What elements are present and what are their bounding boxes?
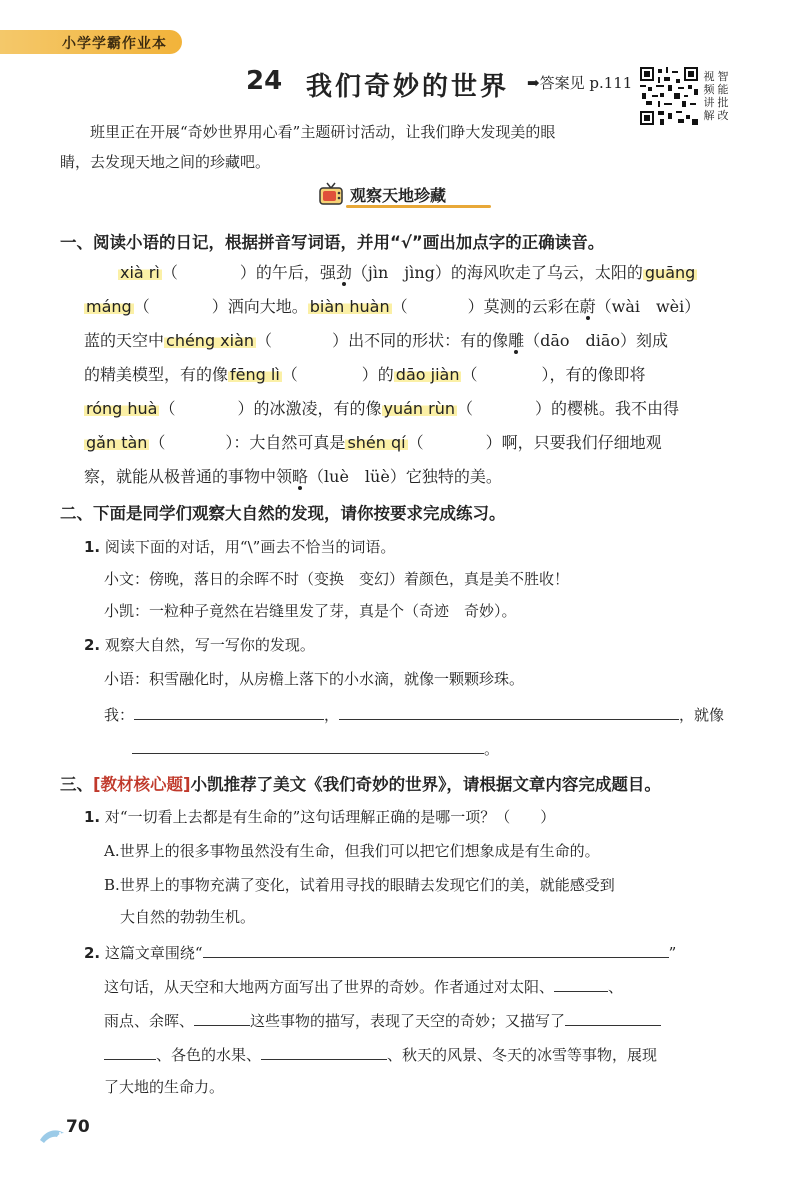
q1-line-1: [118, 260, 697, 283]
sub-number: 2.: [84, 944, 101, 962]
diary-text: ）的樱桃。我不由得: [535, 399, 680, 418]
q1-line-6: [84, 430, 662, 453]
sub-text: 对“一切看上去都是有生命的”这句话理解正确的是哪一项？（ ）: [104, 808, 556, 826]
q3-heading-row: [60, 771, 661, 795]
dotted-char: 略: [292, 467, 309, 486]
pinyin: fēng lì: [230, 365, 280, 384]
diary-text: （dāo diāo）刻成: [524, 331, 669, 350]
q3-sub-2: [84, 940, 676, 963]
paren-open: （: [281, 365, 298, 384]
sub-number: 1.: [84, 808, 101, 826]
q2-sub-2: [84, 634, 315, 655]
pinyin: chéng xiàn: [166, 331, 255, 350]
paren-open: （: [407, 433, 424, 452]
q3-sub-2-line-3: [104, 1008, 661, 1031]
dolphin-icon: [38, 1124, 68, 1146]
q2-answer-line-1: [104, 702, 724, 725]
q3-sub-2-line-4: [104, 1042, 657, 1065]
writing-blank[interactable]: [104, 1042, 156, 1060]
writing-blank[interactable]: [565, 1008, 661, 1026]
pinyin: dāo jiàn: [395, 365, 460, 384]
pinyin: róng huà: [86, 399, 158, 418]
tv-icon: [318, 181, 344, 207]
q3-option-b[interactable]: B.世界上的事物充满了变化，试着用寻找的眼睛去发现它们的美，就能感受到: [104, 876, 615, 894]
dotted-char: 劲: [335, 263, 352, 282]
q3-prefix: 三、: [60, 775, 93, 794]
paren-open: （: [461, 365, 478, 384]
sub-text: 这些事物的描写，表现了天空的奇妙；又描写了: [250, 1012, 566, 1030]
dotted-char: 蔚: [579, 297, 596, 316]
diary-text: ）的午后，强: [239, 263, 336, 282]
sub-number: 1.: [84, 538, 101, 556]
sub-text: 、秋天的风景、冬天的冰雪等事物，展现: [387, 1046, 658, 1064]
q2-dialog-xiaokai: 小凯：一粒种子竟然在岩缝里发了芽，真是个（奇迹 奇妙）。: [104, 602, 517, 620]
punct: 、: [608, 978, 624, 996]
q2-example: 小语：积雪融化时，从房檐上落下的小水滴，就像一颗颗珍珠。: [104, 670, 525, 688]
answer-blank[interactable]: [477, 362, 541, 380]
answer-blank[interactable]: [178, 260, 240, 278]
paren-open: （: [256, 331, 273, 350]
sub-text: 雨点、余晖、: [104, 1012, 195, 1030]
punct: ，: [324, 706, 340, 724]
paren-open: （: [133, 297, 150, 316]
page-number: 70: [66, 1117, 90, 1137]
diary-text: （wài wèi）: [595, 297, 701, 316]
q3-option-a[interactable]: A.世界上的很多事物虽然没有生命，但我们可以把它们想象成是有生命的。: [104, 842, 600, 860]
diary-text: ）的冰激凌，有的像: [237, 399, 382, 418]
writing-blank[interactable]: [194, 1008, 250, 1026]
q3-sub-2-line-2: [104, 974, 623, 997]
sub-number: 2.: [84, 636, 101, 654]
q3-sub-2-line-5: 了大地的生命力。: [104, 1078, 225, 1096]
section-title: 观察天地珍藏: [350, 186, 447, 205]
q1-heading: 一、阅读小语的日记，根据拼音写词语，并用“√”画出加点字的正确读音。: [60, 233, 605, 252]
diary-text: ）啊，只要我们仔细地观: [485, 433, 662, 452]
answer-blank[interactable]: [298, 362, 362, 380]
answer-blank[interactable]: [424, 430, 486, 448]
writing-blank[interactable]: [554, 974, 608, 992]
pinyin: guāng: [644, 263, 696, 282]
answer-blank[interactable]: [150, 294, 212, 312]
punct: ”: [668, 944, 677, 962]
sub-text: 这句话，从天空和大地两方面写出了世界的奇妙。作者通过对太阳、: [104, 978, 555, 996]
punct: 。: [484, 740, 500, 758]
paren-open: （: [159, 399, 176, 418]
qr-label-grading: 智能批改: [717, 70, 729, 122]
answer-blank[interactable]: [473, 396, 535, 414]
answer-blank[interactable]: [176, 396, 238, 414]
pinyin: xià rì: [120, 263, 160, 282]
paren-open: （: [457, 399, 474, 418]
q1-line-4: [84, 362, 646, 385]
q1-line-2: [84, 294, 700, 317]
section-banner: [318, 181, 478, 209]
dotted-char: 雕: [508, 331, 525, 350]
sub-text: 这篇文章围绕“: [104, 944, 203, 962]
pinyin: yuán rùn: [383, 399, 456, 418]
q2-sub-1: [84, 536, 395, 557]
answer-blank[interactable]: [272, 328, 332, 346]
lesson-title: 我们奇妙的世界: [306, 72, 510, 102]
q2-dialog-xiaowen: 小文：傍晚，落日的余晖不时（变换 变幻）着颜色，真是美不胜收！: [104, 570, 570, 588]
paren-open: （: [391, 297, 408, 316]
writing-blank[interactable]: [203, 940, 669, 958]
diary-text: ）出不同的形状：有的像: [332, 331, 509, 350]
answer-reference: ➡答案见 p.111: [527, 74, 633, 92]
pinyin: shén qí: [347, 433, 406, 452]
diary-text: ），有的像即将: [541, 365, 646, 384]
diary-text: 蓝的天空中: [84, 331, 165, 350]
q3-option-b-cont: 大自然的勃勃生机。: [120, 908, 256, 926]
diary-text: 的精美模型，有的像: [84, 365, 229, 384]
diary-text: ）：大自然可真是: [225, 433, 346, 452]
diary-text: （luè lüè）它独特的美。: [308, 467, 502, 486]
section-underline: [346, 205, 491, 208]
paren-open: （: [161, 263, 178, 282]
diary-text: （jìn jìng）的海风吹走了乌云，太阳的: [351, 263, 643, 282]
q1-line-3: [84, 328, 668, 351]
sub-text: 阅读下面的对话，用“\”画去不恰当的词语。: [104, 538, 396, 556]
sub-text: 观察大自然，写一写你的发现。: [104, 636, 315, 654]
core-question-tag: [教材核心题]: [93, 775, 191, 794]
sub-text: ，就像: [679, 706, 725, 724]
pinyin: máng: [86, 297, 132, 316]
qr-label-video: 视频讲解: [703, 70, 715, 122]
q2-answer-line-2: [132, 736, 499, 759]
intro-line-2: 睛，去发现天地之间的珍藏吧。: [60, 153, 271, 171]
writing-blank[interactable]: [339, 702, 679, 720]
diary-text: 察，就能从极普通的事物中领: [84, 467, 293, 486]
intro-line-1: 班里正在开展“奇妙世界用心看”主题研讨活动，让我们睁大发现美的眼: [90, 123, 556, 141]
q1-line-7: [84, 464, 502, 487]
sub-text: 、各色的水果、: [156, 1046, 262, 1064]
q1-line-5: [84, 396, 679, 419]
answer-blank[interactable]: [165, 430, 225, 448]
me-label: 我：: [104, 706, 135, 724]
diary-text: ）的: [361, 365, 394, 384]
paren-open: （: [149, 433, 166, 452]
q3-sub-1: [84, 806, 555, 827]
writing-blank[interactable]: [261, 1042, 387, 1060]
lesson-number: 24: [246, 66, 283, 96]
brand-name: 小学学霸作业本: [62, 36, 167, 52]
diary-text: ）洒向大地。: [211, 297, 308, 316]
diary-text: ）莫测的云彩在: [467, 297, 580, 316]
writing-blank[interactable]: [132, 736, 484, 754]
writing-blank[interactable]: [134, 702, 324, 720]
pinyin: gǎn tàn: [86, 433, 148, 452]
q2-heading: 二、下面是同学们观察大自然的发现，请你按要求完成练习。: [60, 504, 506, 523]
answer-blank[interactable]: [408, 294, 468, 312]
q3-heading: 小凯推荐了美文《我们奇妙的世界》，请根据文章内容完成题目。: [190, 775, 661, 794]
pinyin: biàn huàn: [309, 297, 390, 316]
